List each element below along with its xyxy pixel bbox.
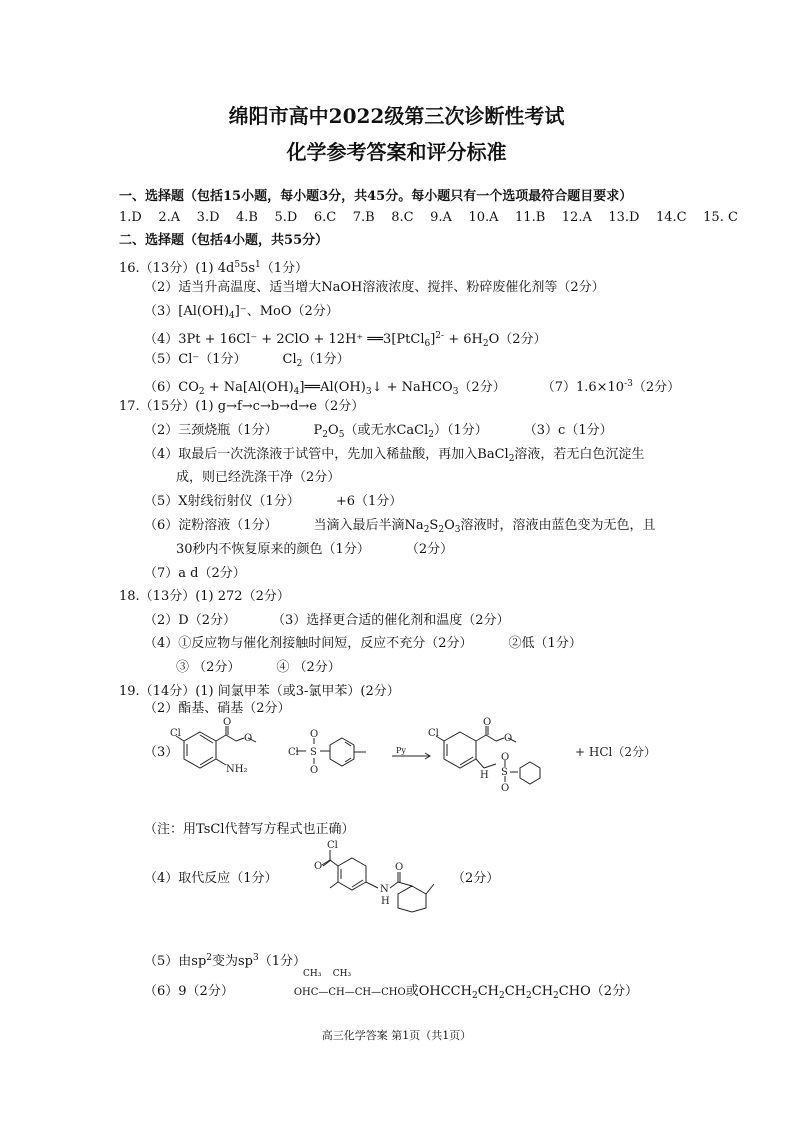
q17-line5: （5）X射线衍射仪（1分） +6（1分） [144, 494, 403, 509]
q16-line4: （4）3Pt + 16Cl⁻ + 2ClO + 12H⁺ ══3[PtCl$_6$]$^{2-}$ + $6H_2O(2$分） [144, 331, 547, 349]
q18-line1: 18.（13分）(1) 272（2分） [119, 589, 290, 604]
amide-n-label: N [380, 884, 389, 895]
amide-h-label: H [381, 896, 390, 907]
acyl-cl-label: Cl [327, 840, 338, 851]
q16-line5: （5）Cl⁻（1分） $Cl_2(1$分） [144, 352, 350, 369]
product-o-top-label: O [501, 752, 510, 763]
tscl-o-top-label: O [310, 729, 319, 740]
q19-line2: （2）酯基、硝基（2分） [144, 701, 291, 716]
substitution-product-structure [300, 838, 450, 918]
q17-line8: （7）a d（2分） [144, 566, 246, 581]
reactant-cl-label: Cl [170, 728, 181, 739]
section1-answers: 1.D 2.A 3.D 4.B 5.D 6.C 7.B 8.C 9.A 10.A 11.B 12.A 13.D 14.C 15. C [119, 210, 738, 225]
q17-line6: （6）淀粉溶液（1分） 当滴入最后半滴$Na_2S_2O_3$溶液时，溶液由蓝色变为无色，且 [144, 518, 656, 535]
q19-line3-label: （3） [144, 745, 179, 760]
product-s-label: S [501, 767, 508, 778]
reaction-condition: Py [396, 746, 406, 755]
product-ester-o-label: O [504, 733, 513, 744]
reactant-amino-label: NH₂ [226, 764, 248, 775]
section2-heading: 二、选择题（包括4小题，共55分） [119, 233, 329, 248]
q17-line7: 30秒内不恢复原来的颜色（1分） （2分） [176, 542, 454, 557]
product-cl-label: Cl [428, 728, 439, 739]
page-footer: 高三化学答案 第1页（共1页） [321, 1029, 472, 1042]
acyl-o-label: O [314, 861, 323, 872]
q16-line1: 16.（13分）(1) $4d^55s^1(1$分） [119, 260, 309, 276]
q18-line3: （4）①反应物与催化剂接触时间短，反应不充分（2分） ②低（1分） [144, 636, 582, 651]
q19-line4-score: （2分） [452, 871, 500, 886]
tscl-s-label: S [310, 747, 317, 758]
product-h-label: H [480, 770, 489, 781]
amide-o-label: O [395, 862, 404, 873]
q17-line1: 17.（15分）(1) g→f→c→b→d→e（2分） [119, 399, 365, 414]
tscl-o-bottom-label: O [310, 765, 319, 776]
q17-line4: 成，则已经洗涤干净（2分） [176, 470, 341, 485]
q18-line4: ③ （2分） ④ （2分） [176, 660, 341, 675]
reaction-byproduct-score: + HCl（2分） [575, 745, 656, 759]
q17-line3: （4）取最后一次洗涤液于试管中，先加入稀盐酸，再加入BaCl$_2$溶液，若无白色沉淀生 [144, 447, 645, 464]
reaction-equation-structures [170, 716, 700, 796]
q16-line6: $(6)CO_2$ + $Na[Al(OH)_4]══Al(OH)_3↓$ + NaHCO$_3$（2分） $(7)1.6\times 10^{-3}(2$分） [144, 379, 681, 397]
section1-heading: 一、选择题（包括15小题，每小题3分，共45分。每小题只有一个选项最符合题目要求） [119, 189, 633, 204]
q19-line5: （5）由$sp^2$变为$sp^3(1$分） [144, 953, 307, 969]
q19-line6: （6）9（2分） OHC—CH—CH—CHO或$OHCCH_2CH_2CH_2CH_2CHO(2$分） [144, 984, 638, 1001]
q19-note: （注：用TsCl代替写方程式也正确） [144, 822, 355, 837]
q19-methyl-labels: CH₃ CH₃ [303, 969, 352, 979]
q16-line3: $(3)[Al(OH)_4]^-$、MoO（2分） [144, 304, 339, 321]
q19-line1: 19.（14分）(1) 间氯甲苯（或3-氯甲苯）(2分） [119, 684, 400, 699]
product-carbonyl-o-label: O [483, 717, 492, 728]
product-o-bottom-label: O [501, 783, 510, 794]
reactant-carbonyl-o-label: O [223, 717, 232, 728]
exam-subtitle: 化学参考答案和评分标准 [286, 140, 507, 164]
q16-line2: （2）适当升高温度、适当增大NaOH溶液浓度、搅拌、粉碎废催化剂等（2分） [144, 280, 605, 295]
q19-line4-label: （4）取代反应（1分） [144, 871, 278, 886]
reactant-ester-o-label: O [244, 733, 253, 744]
tscl-cl-label: Cl [288, 747, 299, 758]
exam-title: 绵阳市高中2022级第三次诊断性考试 [228, 104, 565, 128]
q18-line2: （2）D（2分） （3）选择更合适的催化剂和温度（2分） [144, 613, 510, 628]
q17-line2: （2）三颈烧瓶（1分） $P_2O_5$（或无水CaCl$_2$）（1分） （3）c（1分） [144, 423, 613, 440]
